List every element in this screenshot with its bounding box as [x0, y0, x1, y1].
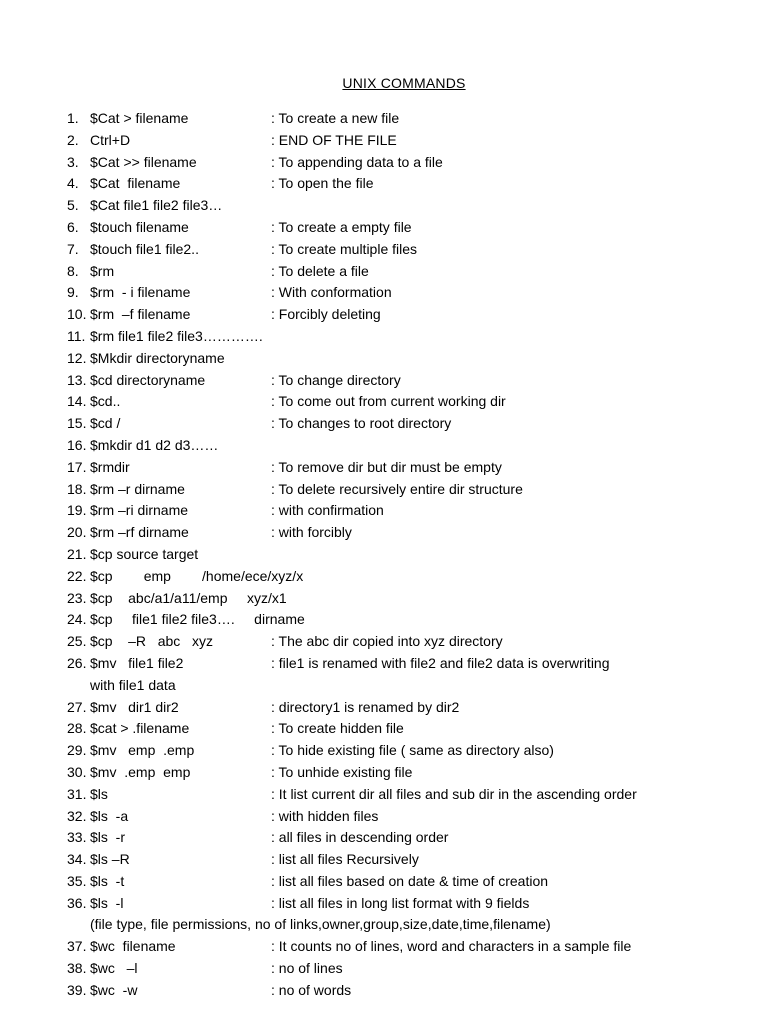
list-item: [0, 326, 768, 348]
command-description: : with hidden files: [271, 807, 379, 824]
list-item: [0, 849, 768, 871]
list-item: [0, 479, 768, 501]
continuation-text: (file type, file permissions, no of links,owner,group,size,date,time,filename): [90, 916, 551, 933]
item-number: 38.: [67, 960, 87, 977]
command-text: $Cat > filename: [90, 110, 189, 126]
item-number: 19.: [67, 502, 87, 519]
command-text: $ls -r: [90, 829, 125, 846]
command-text: $touch filename: [90, 218, 189, 235]
item-number: 26.: [67, 654, 87, 671]
item-number: 12.: [67, 349, 87, 366]
list-item: [0, 195, 768, 217]
list-item: [0, 217, 768, 239]
item-number: 16.: [67, 436, 87, 453]
command-text: $cp abc/a1/a11/emp xyz/x1: [90, 589, 287, 606]
command-description: : To unhide existing file: [271, 763, 413, 780]
list-item: [0, 544, 768, 566]
command-description: : It list current dir all files and sub dir in the ascending order: [271, 785, 637, 802]
command-description: : with forcibly: [271, 524, 352, 541]
command-description: : no of lines: [271, 960, 343, 977]
list-item: [0, 893, 768, 915]
command-text: $cp emp /home/ece/xyz/x: [90, 567, 304, 584]
list-item: [0, 784, 768, 806]
command-description: : file1 is renamed with file2 and file2 data is overwriting: [271, 654, 610, 671]
command-text: $rmdir: [90, 458, 130, 475]
item-number: 22.: [67, 567, 87, 584]
command-text: $wc filename: [90, 938, 176, 955]
command-description: : with confirmation: [271, 502, 384, 519]
item-number: 17.: [67, 458, 87, 475]
command-text: $ls: [90, 785, 108, 802]
list-item: [0, 152, 768, 174]
item-number: 39.: [67, 981, 87, 998]
list-item: [0, 936, 768, 958]
command-description: : To create multiple files: [271, 240, 418, 257]
item-number: 13.: [67, 371, 87, 388]
command-description: : It counts no of lines, word and characters in a sample file: [271, 938, 632, 955]
item-number: 33.: [67, 829, 87, 846]
command-description: : To create a empty file: [271, 218, 412, 235]
command-description: : To delete a file: [271, 262, 369, 279]
command-description: : To change directory: [271, 371, 401, 388]
list-item: [0, 806, 768, 828]
list-item: [0, 914, 768, 936]
command-description: : To come out from current working dir: [271, 393, 506, 410]
command-description: : With conformation: [271, 284, 392, 301]
list-item: [0, 871, 768, 893]
command-text: $Cat file1 file2 file3…: [90, 197, 223, 214]
command-text: $mv dir1 dir2: [90, 698, 179, 715]
command-text: $ls -t: [90, 872, 125, 889]
list-item: [0, 282, 768, 304]
command-text: $Cat filename: [90, 175, 181, 192]
item-number: 27.: [67, 698, 87, 715]
command-description: : Forcibly deleting: [271, 306, 381, 323]
command-text: $rm –f filename: [90, 306, 191, 323]
list-item: [0, 108, 768, 130]
list-item: [0, 130, 768, 152]
item-number: 21.: [67, 545, 87, 562]
page-title: UNIX COMMANDS: [342, 75, 466, 91]
command-description: : To delete recursively entire dir structure: [271, 480, 523, 497]
command-description: : directory1 is renamed by dir2: [271, 698, 460, 715]
item-number: 8.: [67, 262, 79, 279]
item-number: 10.: [67, 306, 87, 323]
command-text: $rm file1 file2 file3………….: [90, 327, 263, 344]
continuation-text: with file1 data: [90, 676, 176, 693]
command-text: $rm: [90, 262, 115, 279]
list-item: [0, 239, 768, 261]
item-number: 11.: [67, 327, 86, 344]
command-text: Ctrl+D: [90, 131, 131, 148]
item-number: 9.: [67, 284, 79, 301]
item-number: 37.: [67, 938, 87, 955]
item-number: 23.: [67, 589, 87, 606]
command-description: : all files in descending order: [271, 829, 449, 846]
command-text: $cp –R abc xyz: [90, 633, 213, 650]
command-description: : To hide existing file ( same as directory also): [271, 742, 554, 759]
command-description: : END OF THE FILE: [271, 131, 397, 148]
item-number: 30.: [67, 763, 87, 780]
command-text: $cat > .filename: [90, 720, 190, 737]
item-number: 7.: [67, 240, 79, 257]
command-text: $mv file1 file2: [90, 654, 184, 671]
command-list: [0, 108, 768, 1002]
item-number: 34.: [67, 851, 87, 868]
list-item: [0, 631, 768, 653]
item-number: 29.: [67, 742, 87, 759]
list-item: [0, 958, 768, 980]
item-number: 28.: [67, 720, 87, 737]
command-text: $Cat >> filename: [90, 153, 197, 170]
list-item: [0, 457, 768, 479]
item-number: 24.: [67, 611, 87, 628]
list-item: [0, 740, 768, 762]
list-item: [0, 588, 768, 610]
command-text: $touch file1 file2..: [90, 240, 199, 257]
item-number: 6.: [67, 218, 79, 235]
item-number: 36.: [67, 894, 87, 911]
command-text: $mv .emp emp: [90, 763, 191, 780]
item-number: 31.: [67, 785, 87, 802]
list-item: [0, 391, 768, 413]
list-item: [0, 348, 768, 370]
command-text: $ls –R: [90, 851, 130, 868]
command-description: : list all files Recursively: [271, 851, 419, 868]
item-number: 3.: [67, 153, 79, 170]
command-text: $cp source target: [90, 545, 199, 562]
list-item: [0, 566, 768, 588]
command-text: $ls -a: [90, 807, 129, 824]
list-item: [0, 653, 768, 675]
list-item: [0, 718, 768, 740]
list-item: [0, 675, 768, 697]
command-description: : To changes to root directory: [271, 415, 452, 432]
command-text: $rm –r dirname: [90, 480, 185, 497]
command-description: : To create a new file: [271, 110, 400, 126]
list-item: [0, 609, 768, 631]
list-item: [0, 762, 768, 784]
item-number: 1.: [67, 110, 79, 126]
command-text: $mkdir d1 d2 d3……: [90, 436, 219, 453]
command-text: $cp file1 file2 file3…. dirname: [90, 611, 305, 628]
command-description: : no of words: [271, 981, 352, 998]
list-item: [0, 304, 768, 326]
list-item: [0, 261, 768, 283]
command-text: $cd..: [90, 393, 121, 410]
item-number: 25.: [67, 633, 87, 650]
list-item: [0, 697, 768, 719]
command-description: : To remove dir but dir must be empty: [271, 458, 502, 475]
command-text: $mv emp .emp: [90, 742, 195, 759]
item-number: 14.: [67, 393, 87, 410]
command-text: $rm –rf dirname: [90, 524, 189, 541]
item-number: 4.: [67, 175, 79, 192]
command-description: : list all files in long list format with 9 fields: [271, 894, 530, 911]
command-text: $ls -l: [90, 894, 124, 911]
item-number: 32.: [67, 807, 87, 824]
list-item: [0, 500, 768, 522]
command-text: $Mkdir directoryname: [90, 349, 225, 366]
item-number: 15.: [67, 415, 87, 432]
command-description: : list all files based on date & time of creation: [271, 872, 549, 889]
list-item: [0, 413, 768, 435]
item-number: 2.: [67, 131, 79, 148]
command-text: $rm - i filename: [90, 284, 191, 301]
list-item: [0, 435, 768, 457]
command-description: : The abc dir copied into xyz directory: [271, 633, 503, 650]
list-item: [0, 522, 768, 544]
command-description: : To appending data to a file: [271, 153, 443, 170]
item-number: 5.: [67, 197, 79, 214]
item-number: 20.: [67, 524, 87, 541]
command-text: $cd directoryname: [90, 371, 206, 388]
command-description: : To create hidden file: [271, 720, 404, 737]
item-number: 35.: [67, 872, 87, 889]
command-text: $wc -w: [90, 981, 138, 998]
list-item: [0, 980, 768, 1002]
item-number: 18.: [67, 480, 87, 497]
list-item: [0, 827, 768, 849]
list-item: [0, 173, 768, 195]
command-description: : To open the file: [271, 175, 374, 192]
list-item: [0, 370, 768, 392]
command-text: $rm –ri dirname: [90, 502, 189, 519]
command-text: $wc –l: [90, 960, 138, 977]
command-text: $cd /: [90, 415, 121, 432]
